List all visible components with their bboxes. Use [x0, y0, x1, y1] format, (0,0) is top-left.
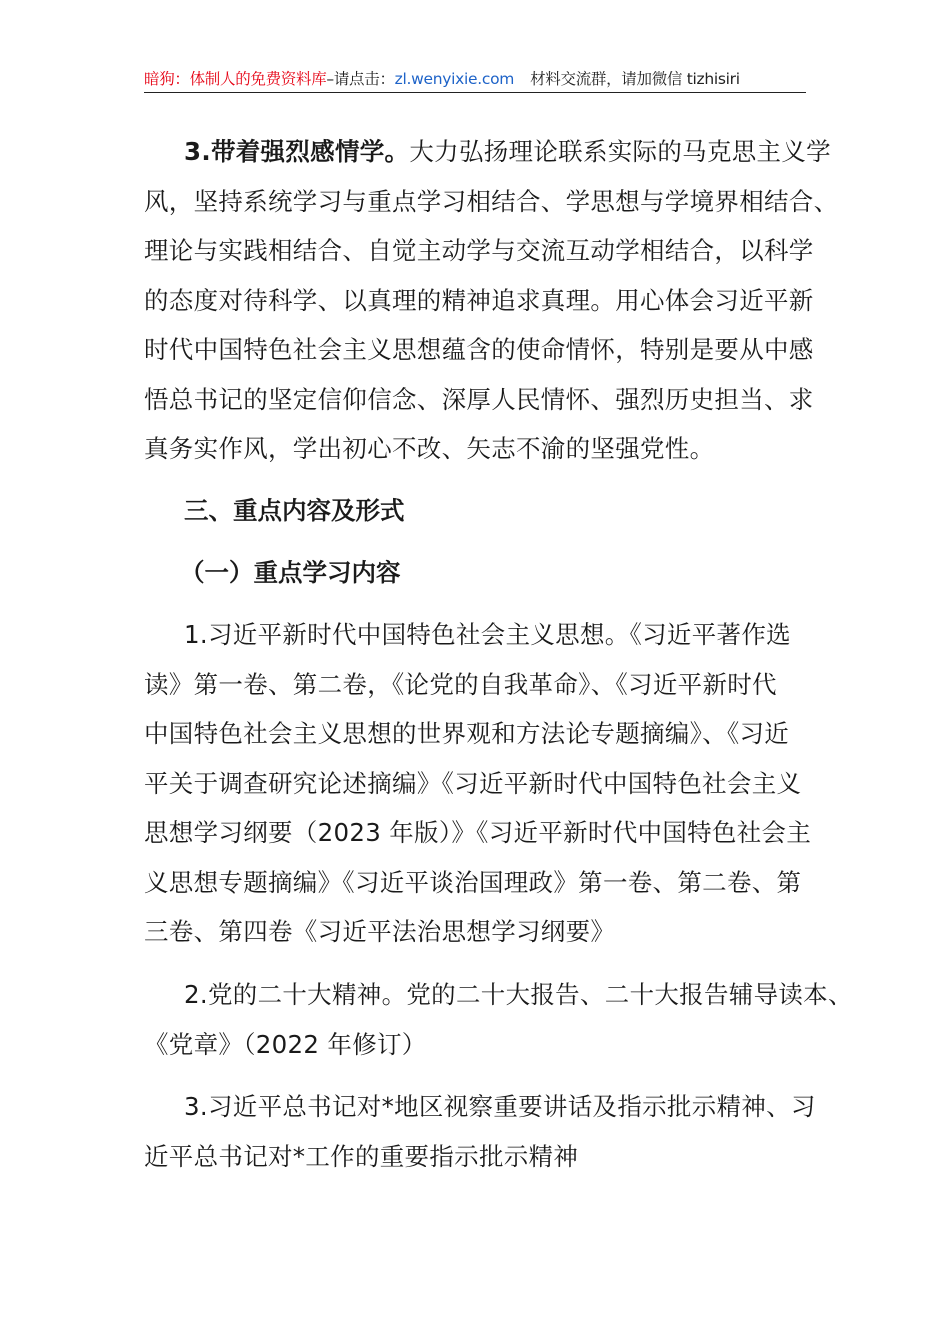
paragraph-line: 2.党的二十大精神。党的二十大报告、二十大报告辅导读本、 — [184, 980, 853, 1009]
paragraph-line: 的态度对待科学、以真理的精神追求真理。用心体会习近平新 — [144, 285, 814, 315]
paragraph-line: 3.带着强烈感情学。大力弘扬理论联系实际的马克思主义学 — [184, 137, 831, 166]
list-item-1 — [144, 610, 816, 957]
list-item-3 — [144, 1082, 816, 1181]
paragraph-line: 1.习近平新时代中国特色社会主义思想。《习近平著作选 — [184, 620, 791, 649]
header-brand: 暗狗：体制人的免费资料库 — [144, 70, 327, 88]
paragraph-line: 三卷、第四卷《习近平法治思想学习纲要》 — [144, 917, 616, 946]
paragraph-line: 悟总书记的坚定信仰信念、深厚人民情怀、强烈历史担当、求 — [144, 384, 814, 414]
paragraph-line: 平关于调查研究论述摘编》《习近平新时代中国特色社会主义 — [144, 768, 802, 798]
paragraph-line: 思想学习纲要（2023 年版）》《习近平新时代中国特色社会主 — [144, 818, 812, 847]
paragraph-study-with-emotion — [144, 127, 839, 474]
paragraph-lead: 3.带着强烈感情学。 — [184, 137, 410, 166]
header-contact: 材料交流群，请加微信 tizhisiri — [530, 70, 740, 88]
paragraph-line: 《党章》（2022 年修订） — [144, 1029, 427, 1059]
paragraph-line: 时代中国特色社会主义思想蕴含的使命情怀，特别是要从中感 — [144, 335, 814, 364]
header-url-link[interactable]: zl.wenyixie.com — [394, 70, 515, 88]
paragraph-line: 读》第一卷、第二卷，《论党的自我革命》、《习近平新时代 — [144, 669, 777, 699]
list-item-2 — [144, 970, 853, 1069]
paragraph-line: 理论与实践相结合、自觉主动学与交流互动学相结合，以科学 — [144, 236, 814, 265]
paragraph-line: 近平总书记对*工作的重要指示批示精神 — [144, 1141, 579, 1171]
paragraph-line: 中国特色社会主义思想的世界观和方法论专题摘编》、《习近 — [144, 719, 790, 748]
paragraph-line: 真务实作风，学出初心不改、矢志不渝的坚强党性。 — [144, 434, 715, 463]
paragraph-line: 义思想专题摘编》《习近平谈治国理政》第一卷、第二卷、第 — [144, 867, 802, 897]
header-prompt: –请点击： — [326, 70, 395, 88]
paragraph-line: 风，坚持系统学习与重点学习相结合、学思想与学境界相结合、 — [144, 186, 839, 216]
sub-heading: （一）重点学习内容 — [180, 558, 401, 587]
paragraph-line: 3.习近平总书记对*地区视察重要讲话及指示批示精神、习 — [184, 1092, 816, 1121]
section-heading: 三、重点内容及形式 — [184, 496, 405, 525]
page-header — [144, 66, 806, 93]
